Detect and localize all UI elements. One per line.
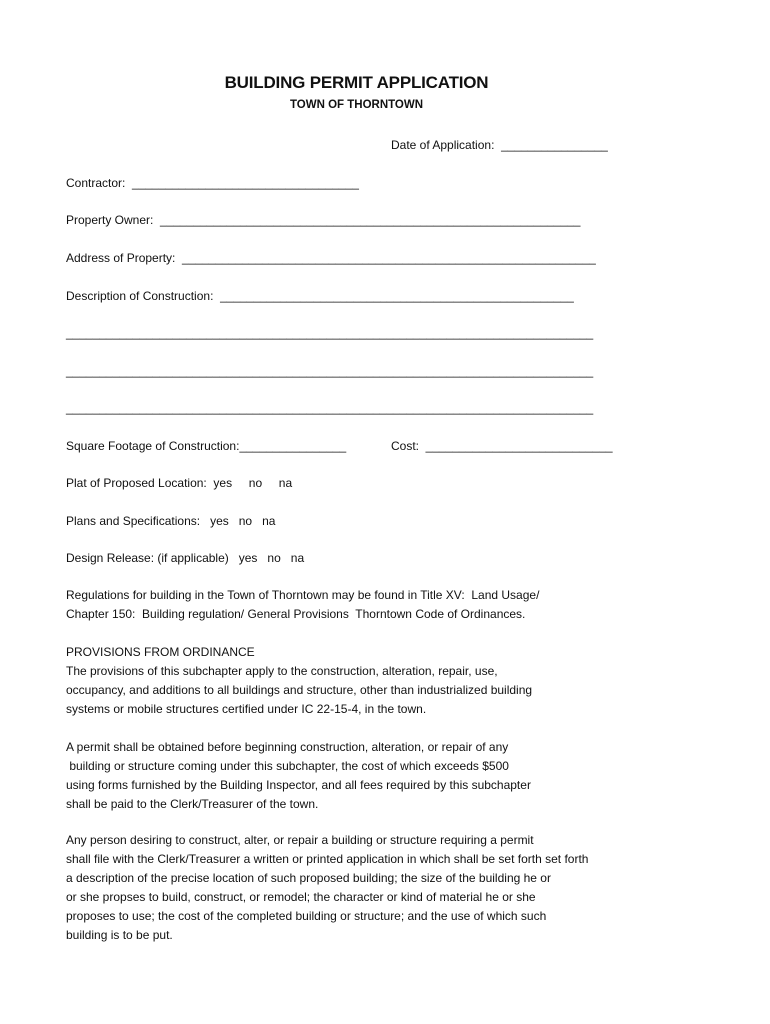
provisions-text-line: shall be paid to the Clerk/Treasurer of the town. — [66, 797, 319, 811]
description-blank-line[interactable]: _______________________________________________________________________________ — [66, 364, 594, 378]
description-blank-line[interactable]: _______________________________________________________________________________ — [66, 326, 594, 340]
permit-requirement-paragraph — [66, 738, 666, 814]
provisions-text-line: shall file with the Clerk/Treasurer a written or printed application in which shall be set forth set forth — [66, 852, 589, 866]
page-subtitle: TOWN OF THORNTOWN — [289, 99, 424, 111]
provisions-text-line: using forms furnished by the Building Inspector, and all fees required by this subchapter — [66, 778, 531, 792]
provisions-text-line: or she propses to build, construct, or remodel; the character or kind of material he or she — [66, 890, 536, 904]
property-owner-field[interactable]: Property Owner: _______________________________________________________________ — [66, 213, 581, 227]
date-of-application-field[interactable]: Date of Application: ________________ — [391, 138, 608, 152]
description-of-construction-field[interactable]: Description of Construction: _____________________________________________________ — [66, 289, 574, 303]
provisions-text-line: building is to be put. — [66, 928, 173, 942]
plans-and-specifications-field[interactable]: Plans and Specifications: yes no na — [66, 514, 276, 528]
application-filing-paragraph — [66, 831, 666, 945]
provisions-text-line: a description of the precise location of such proposed building; the size of the building he or — [66, 871, 551, 885]
design-release-field[interactable]: Design Release: (if applicable) yes no na — [66, 551, 305, 565]
provisions-heading: PROVISIONS FROM ORDINANCE — [66, 645, 255, 659]
square-footage-field[interactable]: Square Footage of Construction:________________ — [66, 439, 347, 453]
regulations-paragraph — [66, 586, 666, 624]
regulations-line: Regulations for building in the Town of Thorntown may be found in Title XV: Land Usage/ — [66, 588, 540, 602]
provisions-text-line: building or structure coming under this subchapter, the cost of which exceeds $500 — [66, 759, 509, 773]
description-blank-line[interactable]: _______________________________________________________________________________ — [66, 401, 594, 415]
regulations-line: Chapter 150: Building regulation/ General Provisions Thorntown Code of Ordinances. — [66, 607, 526, 621]
page-title: BUILDING PERMIT APPLICATION — [224, 73, 489, 92]
provisions-text-line: proposes to use; the cost of the completed building or structure; and the use of which such — [66, 909, 547, 923]
provisions-text-line: Any person desiring to construct, alter, or repair a building or structure requiring a permit — [66, 833, 534, 847]
plat-of-proposed-location-field[interactable]: Plat of Proposed Location: yes no na — [66, 476, 293, 490]
provisions-section — [66, 643, 666, 719]
contractor-field[interactable]: Contractor: __________________________________ — [66, 176, 359, 190]
provisions-text-line: occupancy, and additions to all buildings and structure, other than industrialized building — [66, 683, 533, 697]
provisions-text-line: A permit shall be obtained before beginning construction, alteration, or repair of any — [66, 740, 509, 754]
cost-field[interactable]: Cost: ____________________________ — [391, 439, 613, 453]
provisions-text-line: systems or mobile structures certified under IC 22-15-4, in the town. — [66, 702, 427, 716]
provisions-text-line: The provisions of this subchapter apply to the construction, alteration, repair, use, — [66, 664, 498, 678]
address-of-property-field[interactable]: Address of Property: ______________________________________________________________ — [66, 251, 596, 265]
